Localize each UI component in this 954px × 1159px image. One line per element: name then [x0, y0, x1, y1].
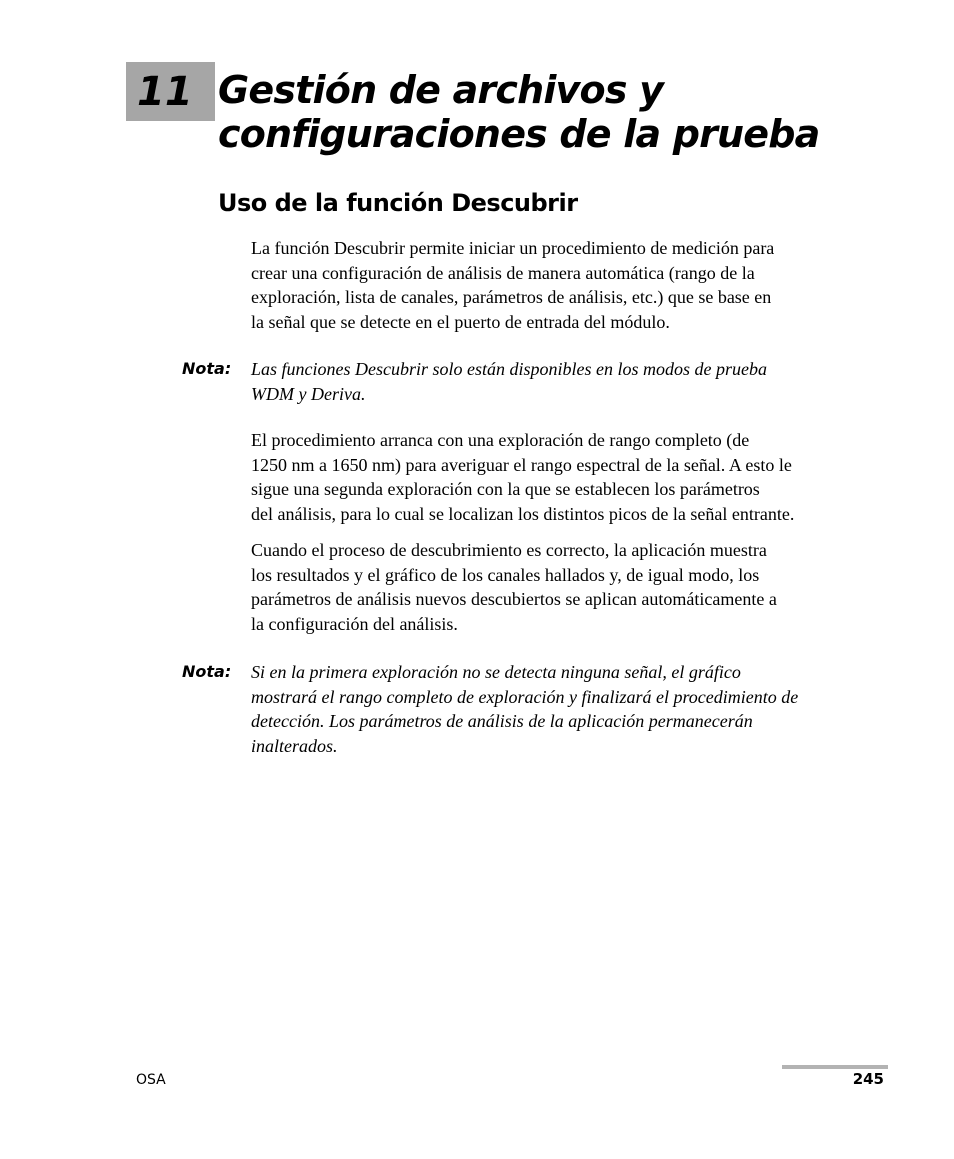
paragraph-results: [251, 538, 901, 636]
paragraph-line: los resultados y el gráfico de los canales hallados y, de igual modo, los: [251, 564, 760, 585]
paragraph-line: 1250 nm a 1650 nm) para averiguar el rango espectral de la señal. A esto le: [251, 454, 792, 475]
paragraph-line: parámetros de análisis nuevos descubiertos se aplican automáticamente a: [251, 589, 777, 610]
paragraph-line: la señal que se detecte en el puerto de entrada del módulo.: [251, 311, 670, 332]
paragraph-line: exploración, lista de canales, parámetros de análisis, etc.) que se base en: [251, 287, 772, 308]
note-line: Si en la primera exploración no se detecta ninguna señal, el gráfico: [251, 662, 741, 682]
paragraph-line: La función Descubrir permite iniciar un procedimiento de medición para: [251, 238, 775, 258]
note-text: [251, 660, 901, 758]
note-line: detección. Los parámetros de análisis de la aplicación permanecerán: [251, 711, 753, 732]
note-line: mostrará el rango completo de exploración y finalizará el procedimiento de: [251, 686, 799, 707]
page-number: 245: [852, 1070, 884, 1088]
note-line: WDM y Deriva.: [251, 383, 366, 404]
paragraph-line: del análisis, para lo cual se localizan los distintos picos de la señal entrante.: [251, 503, 795, 524]
chapter-title-line: Gestión de archivos y: [218, 68, 664, 112]
paragraph-line: sigue una segunda exploración con la que se establecen los parámetros: [251, 479, 760, 500]
paragraph-procedure: [251, 428, 901, 526]
footer-rule: [782, 1065, 888, 1069]
chapter-title: [218, 68, 918, 156]
note-text: [251, 357, 901, 406]
section-heading: Uso de la función Descubrir: [218, 189, 578, 217]
chapter-number: 11: [137, 69, 193, 115]
paragraph-line: Cuando el proceso de descubrimiento es correcto, la aplicación muestra: [251, 540, 767, 560]
footer-product-name: OSA: [136, 1072, 166, 1088]
paragraph-line: crear una configuración de análisis de manera automática (rango de la: [251, 262, 755, 283]
paragraph-line: la configuración del análisis.: [251, 613, 458, 634]
paragraph-line: El procedimiento arranca con una exploración de rango completo (de: [251, 430, 750, 450]
note-label: Nota:: [182, 662, 232, 681]
chapter-title-line: configuraciones de la prueba: [218, 112, 820, 156]
paragraph-intro: [251, 236, 901, 334]
note-line: Las funciones Descubrir solo están disponibles en los modos de prueba: [251, 359, 767, 379]
note-line: inalterados.: [251, 735, 338, 756]
note-label: Nota:: [182, 359, 232, 378]
